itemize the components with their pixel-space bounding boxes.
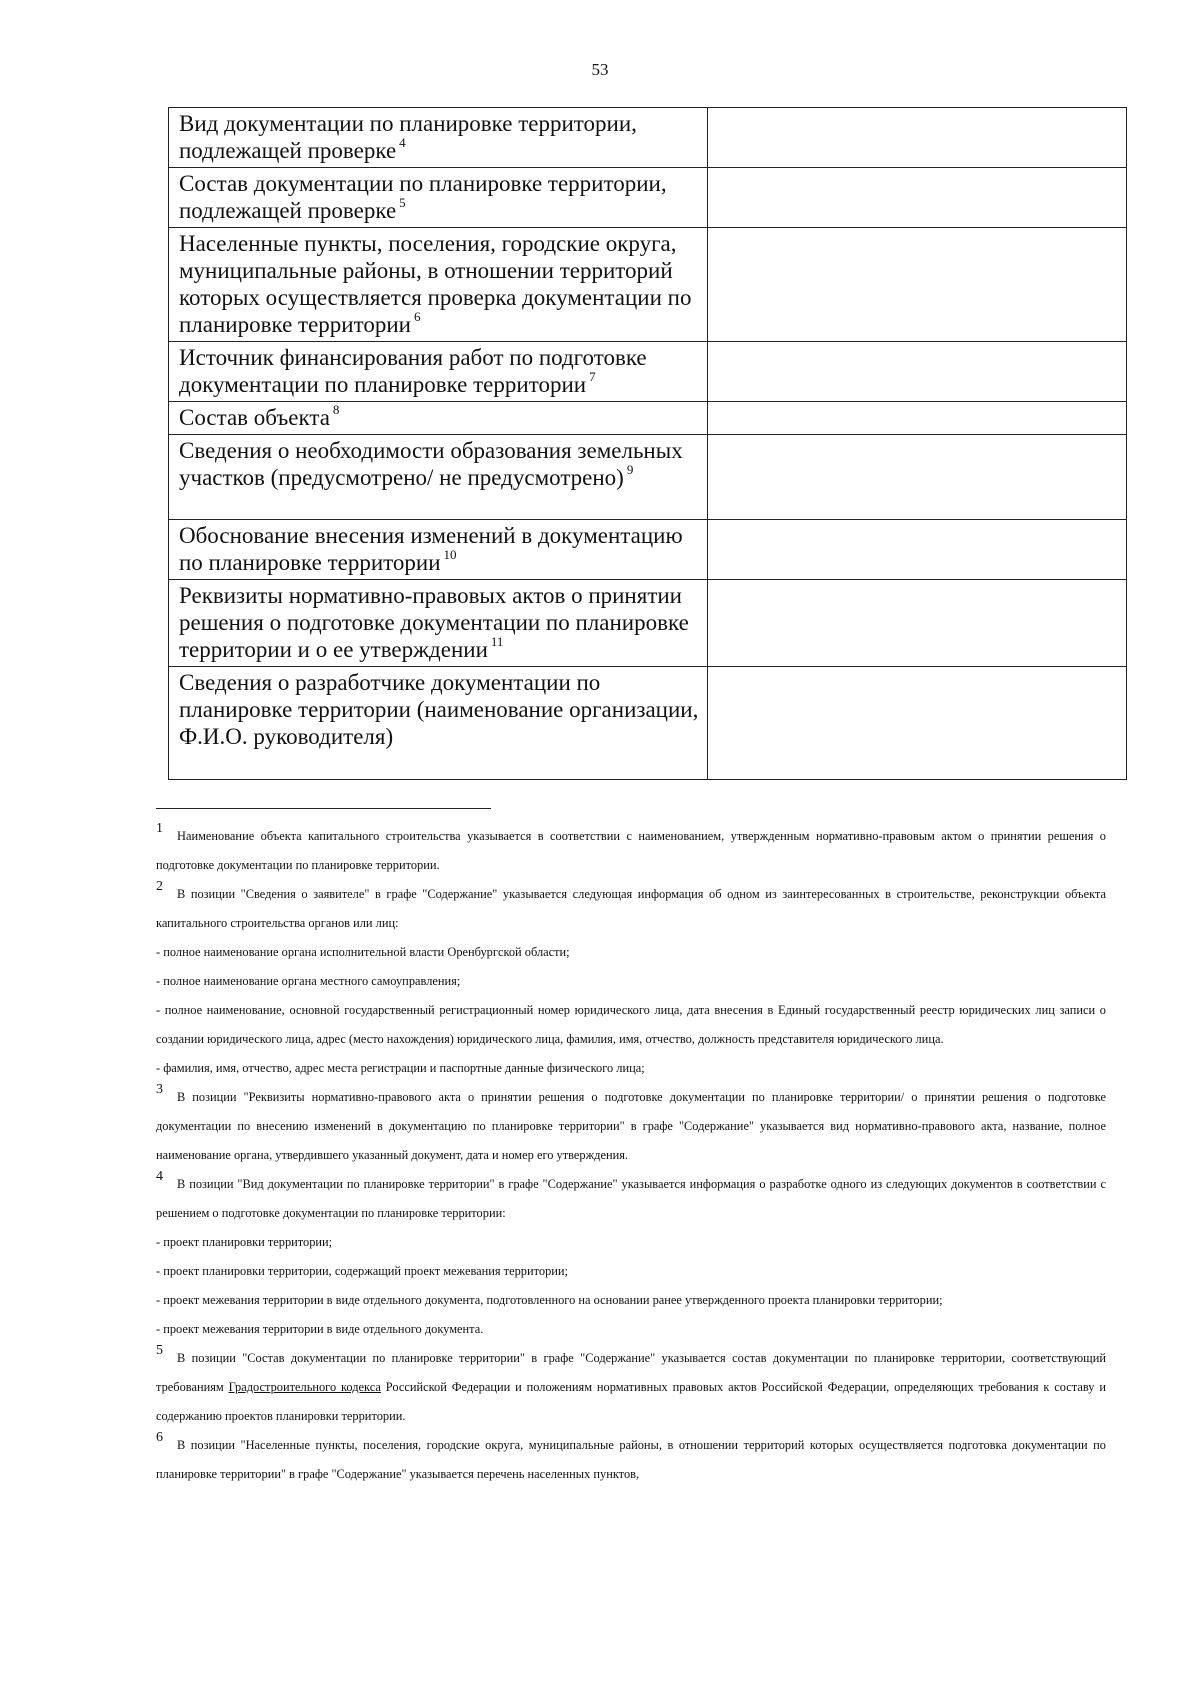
row-label: Реквизиты нормативно-правовых актов о принятии решения о подготовке документации по планировке территории и о ее утверждении $^{11}$ xyxy=(169,580,708,667)
footnote-4: 4 В позиции "Вид документации по планировке территории" в графе "Содержание" указывается информация о разработке одного из следующих документов в соответствии с решением о подготовке документации по планировке территории: xyxy=(156,1170,1106,1228)
footnote-5: 5 В позиции "Состав документации по планировке территории" в графе "Содержание" указывается состав документации по планировке территории, соответствующий требованиям Градостроительного кодекса Российской Федерации и положениям нормативных правовых актов Российской Федерации, определяющих требования к составу и содержанию проектов планировки территории. xyxy=(156,1344,1106,1431)
row-label: Населенные пункты, поселения, городские округа, муниципальные районы, в отношении территорий которых осуществляется проверка документации по планировке территории $^6$ xyxy=(169,228,708,342)
footnote-ref: 5 xyxy=(399,195,406,211)
row-value-cell[interactable] xyxy=(708,580,1127,667)
row-label: Сведения о необходимости образования земельных участков (предусмотрено/ не предусмотрено) $^9$ xyxy=(169,435,708,520)
footnote-number: 6 xyxy=(156,1430,163,1445)
row-label: Состав объекта $^8$ xyxy=(169,402,708,435)
footnote-ref: 6 xyxy=(413,309,421,325)
list-item: - полное наименование органа местного самоуправления; xyxy=(156,974,461,988)
footnote-ref: 4 xyxy=(399,135,406,151)
table-row xyxy=(169,580,1127,667)
row-value-cell[interactable] xyxy=(708,520,1127,580)
list-item: - полное наименование, основной государственный регистрационный номер юридического лица, дата внесения в Единый государственный реестр юридических лиц записи о создании юридического лица, адрес (место нахождения) юридического лица, фамилия, имя, отчество, должность представителя юридического лица. xyxy=(156,1003,1106,1046)
list-item: - проект планировки территории; xyxy=(156,1235,333,1249)
row-value-cell[interactable] xyxy=(708,667,1127,780)
row-label: Состав документации по планировке территории, подлежащей проверке $^5$ xyxy=(169,168,708,228)
footnote-ref: 8 xyxy=(332,402,340,418)
table-row xyxy=(169,402,1127,435)
table-row xyxy=(169,520,1127,580)
footnote-2: 2 В позиции "Сведения о заявителе" в графе "Содержание" указывается следующая информация об одном из заинтересованных в строительстве, реконструкции объекта капитального строительства органов или лиц: xyxy=(156,880,1106,938)
row-value-cell[interactable] xyxy=(708,435,1127,520)
list-item: - фамилия, имя, отчество, адрес места регистрации и паспортные данные физического лица; xyxy=(156,1061,645,1075)
row-value-cell[interactable] xyxy=(708,168,1127,228)
footnote-number: 4 xyxy=(156,1169,163,1184)
list-item: - проект межевания территории в виде отдельного документа. xyxy=(156,1322,484,1336)
footnote-ref: 7 xyxy=(589,369,596,385)
footnote-number: 3 xyxy=(156,1082,163,1097)
footnote-ref: 11 xyxy=(490,634,504,650)
footnote-number: 5 xyxy=(156,1343,163,1358)
footnote-ref: 9 xyxy=(626,462,634,478)
table-row xyxy=(169,168,1127,228)
footnote-6: 6 В позиции "Населенные пункты, поселения, городские округа, муниципальные районы, в отношении территорий которых осуществляется подготовка документации по планировке территории" в графе "Содержание" указывается перечень населенных пунктов, xyxy=(156,1431,1106,1489)
table-row xyxy=(169,435,1127,520)
footnote-number: 1 xyxy=(156,821,163,836)
row-value-cell[interactable] xyxy=(708,402,1127,435)
law-link[interactable]: Градостроительного кодекса xyxy=(228,1380,381,1394)
row-value-cell[interactable] xyxy=(708,108,1127,168)
footnote-3: 3 В позиции "Реквизиты нормативно-правового акта о принятии решения о подготовке документации по планировке территории/ о принятии решения о подготовке документации по внесению изменений в документацию по планировке территории" в графе "Содержание" указывается вид нормативно-правового акта, название, полное наименование органа, утвердившего указанный документ, дата и номер его утверждения. xyxy=(156,1083,1106,1170)
footnote-number: 2 xyxy=(156,879,163,894)
list-item: - полное наименование органа исполнительной власти Оренбургской области; xyxy=(156,945,570,959)
footnote-1: 1 Наименование объекта капитального строительства указывается в соответствии с наименованием, утвержденным нормативно-правовым актом о принятии решения о подготовке документации по планировке территории. xyxy=(156,822,1106,880)
table-row xyxy=(169,108,1127,168)
row-label: Обоснование внесения изменений в документацию по планировке территории $^{10}$ xyxy=(169,520,708,580)
document-table xyxy=(168,107,1127,780)
footnote-ref: 10 xyxy=(443,547,457,563)
row-value-cell[interactable] xyxy=(708,228,1127,342)
footnotes xyxy=(156,822,1106,1489)
row-label: Вид документации по планировке территории, подлежащей проверке $^4$ xyxy=(169,108,708,168)
list-item: - проект планировки территории, содержащий проект межевания территории; xyxy=(156,1264,568,1278)
row-label: Источник финансирования работ по подготовке документации по планировке территории $^7$ xyxy=(169,342,708,402)
row-label: Сведения о разработчике документации по планировке территории (наименование организации, Ф.И.О. руководителя) xyxy=(169,667,708,780)
table-row xyxy=(169,342,1127,402)
table-row xyxy=(169,228,1127,342)
row-value-cell[interactable] xyxy=(708,342,1127,402)
page-number: 53 xyxy=(591,60,609,79)
table-row xyxy=(169,667,1127,780)
footnote-separator xyxy=(156,808,491,809)
list-item: - проект межевания территории в виде отдельного документа, подготовленного на основании ранее утвержденного проекта планировки территории; xyxy=(156,1293,943,1307)
